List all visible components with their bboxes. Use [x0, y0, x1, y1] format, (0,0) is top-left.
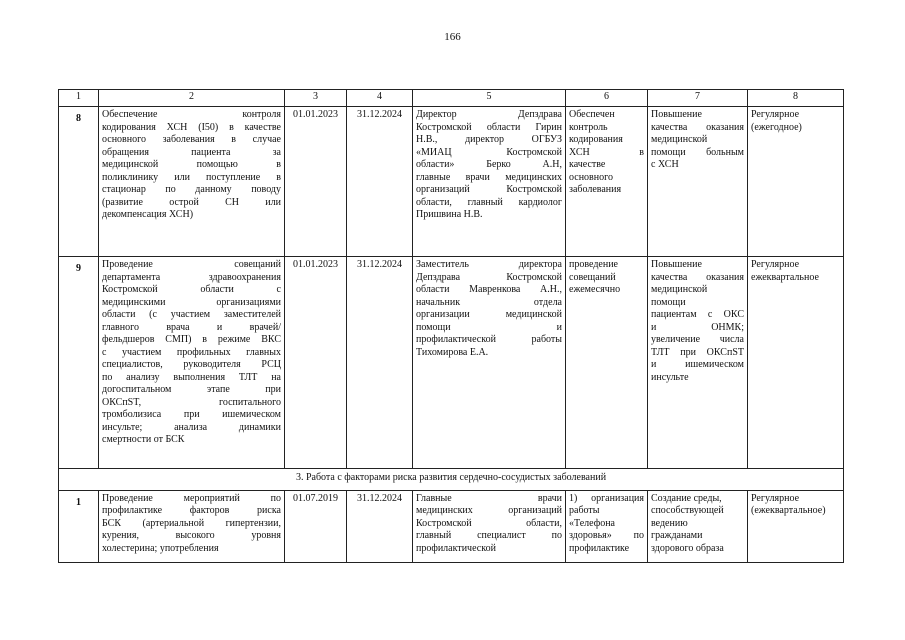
frequency-cell — [748, 257, 844, 469]
cell-line: Регулярное — [751, 492, 800, 504]
cell-line: и ишемическом — [651, 359, 744, 370]
activity-cell — [99, 257, 285, 469]
cell-line: Повышение — [651, 109, 702, 120]
column-header: 6 — [566, 90, 648, 107]
cell-line: холестерина; употребления — [102, 542, 219, 554]
cell-line: Костромской области, — [416, 517, 562, 529]
cell-line: контроль — [569, 121, 608, 133]
row-number: 1 — [59, 490, 99, 562]
cell-line: проведение — [569, 259, 618, 270]
cell-line: фельдшеров СМП) в режиме ВКС — [102, 334, 281, 345]
cell-line: Костромской области с — [102, 284, 281, 295]
cell-line: области (с участием заместителей — [102, 309, 281, 320]
table-row — [59, 490, 844, 562]
frequency-cell — [748, 490, 844, 562]
cell-line: кодирования — [569, 134, 623, 145]
cell-line: Главные врачи — [416, 492, 562, 504]
cell-line: инсульте; анализа динамики — [102, 421, 281, 433]
result-cell — [648, 257, 748, 469]
cell-line: Регулярное — [751, 259, 800, 270]
cell-line: (ежеквартальное) — [751, 505, 826, 516]
cell-line: Создание среды, — [651, 492, 722, 504]
cell-line: Обеспечен — [569, 109, 615, 120]
cell-line: профилактике — [569, 542, 630, 554]
cell-line: и ОНМК; — [651, 321, 744, 333]
row-number: 8 — [59, 107, 99, 257]
start-date: 01.01.2023 — [285, 257, 347, 469]
cell-line: смертности от БСК — [102, 434, 185, 445]
cell-line: главные врачи медицинских — [416, 171, 562, 183]
column-header: 4 — [347, 90, 413, 107]
cell-line: медицинской — [651, 134, 708, 145]
cell-line: совещаний — [569, 271, 616, 283]
cell-line: ТЛТ при ОКСпST — [651, 346, 744, 358]
cell-line: главного врача и врачей/ — [102, 321, 281, 333]
cell-line: с ХСН — [651, 159, 679, 170]
responsible-cell — [413, 107, 566, 257]
cell-line: профилактике факторов риска — [102, 505, 281, 516]
cell-line: (ежегодное) — [751, 121, 802, 133]
column-header: 5 — [413, 90, 566, 107]
end-date: 31.12.2024 — [347, 107, 413, 257]
cell-line: (развитие острой СН или — [102, 196, 281, 208]
start-date: 01.07.2019 — [285, 490, 347, 562]
cell-line: Костромской области Гирин — [416, 121, 562, 133]
cell-line: БСК (артериальной гипертензии, — [102, 517, 281, 529]
cell-line: инсульте — [651, 371, 689, 383]
responsible-cell — [413, 257, 566, 469]
cell-line: заболевания — [569, 184, 622, 195]
column-header: 1 — [59, 90, 99, 107]
cell-line: профилактической — [416, 542, 496, 554]
cell-line: поликлинику или поступление в — [102, 171, 281, 183]
cell-line: способствующей — [651, 505, 724, 516]
cell-line: ХСН в — [569, 146, 644, 158]
cell-line: Пришвина Н.В. — [416, 209, 483, 220]
cell-line: здорового образа — [651, 542, 724, 554]
cell-line: пациентам с ОКС — [651, 309, 744, 320]
indicator-cell — [566, 490, 648, 562]
indicator-cell — [566, 107, 648, 257]
cell-line: кодирования ХСН (I50) в качестве — [102, 121, 281, 133]
cell-line: области, главный кардиолог — [416, 196, 562, 208]
cell-line: медицинскими организациями — [102, 296, 281, 308]
cell-line: специалистов, руководителя РСЦ — [102, 359, 281, 370]
cell-line: помощи и — [416, 321, 562, 333]
cell-line: увеличение числа — [651, 334, 744, 345]
section-title: 3. Работа с факторами риска развития сердечно-сосудистых заболеваний — [59, 469, 844, 491]
result-cell — [648, 490, 748, 562]
cell-line: профилактической работы — [416, 334, 562, 345]
table-row — [59, 257, 844, 469]
cell-line: качестве — [569, 159, 606, 170]
cell-line: Регулярное — [751, 109, 800, 120]
result-cell — [648, 107, 748, 257]
cell-line: ежеквартальное — [751, 271, 819, 283]
cell-line: 1) организация — [569, 492, 644, 504]
cell-line: Н.В., директор ОГБУЗ — [416, 134, 562, 145]
cell-line: медицинских организаций — [416, 505, 562, 516]
indicator-cell — [566, 257, 648, 469]
column-header: 2 — [99, 90, 285, 107]
start-date: 01.01.2023 — [285, 107, 347, 257]
cell-line: главный специалист по — [416, 530, 562, 541]
table-row — [59, 107, 844, 257]
cell-line: медицинской помощью в — [102, 159, 281, 170]
cell-line: курения, высокого уровня — [102, 530, 281, 541]
cell-line: Обеспечение контроля — [102, 109, 281, 120]
cell-line: качества оказания — [651, 121, 744, 133]
cell-line: Тихомирова Е.А. — [416, 346, 489, 358]
cell-line: Проведение мероприятий по — [102, 492, 281, 504]
cell-line: «МИАЦ Костромской — [416, 146, 562, 158]
measures-table — [58, 89, 844, 563]
cell-line: тромболизиса при ишемическом — [102, 409, 281, 420]
cell-line: работы — [569, 505, 600, 516]
column-header: 3 — [285, 90, 347, 107]
cell-line: Проведение совещаний — [102, 259, 281, 270]
cell-line: по анализу выполнения ТЛТ на — [102, 371, 281, 383]
cell-line: с участием профильных главных — [102, 346, 281, 358]
cell-line: помощи — [651, 296, 686, 308]
cell-line: медицинской — [651, 284, 708, 295]
activity-cell — [99, 107, 285, 257]
activity-cell — [99, 490, 285, 562]
cell-line: Директор Депздрава — [416, 109, 562, 120]
cell-line: Заместитель директора — [416, 259, 562, 270]
cell-line: качества оказания — [651, 271, 744, 283]
column-header-row — [59, 90, 844, 107]
cell-line: департамента здравоохранения — [102, 271, 281, 283]
section-header-row — [59, 469, 844, 491]
cell-line: ОКСпST, госпитального — [102, 396, 281, 408]
cell-line: стационар по данному поводу — [102, 184, 281, 195]
cell-line: Депздрава Костромской — [416, 271, 562, 283]
end-date: 31.12.2024 — [347, 257, 413, 469]
cell-line: гражданами — [651, 530, 703, 541]
cell-line: начальник отдела — [416, 296, 562, 308]
cell-line: здоровья» по — [569, 530, 644, 541]
cell-line: Повышение — [651, 259, 702, 270]
cell-line: догоспитальном этапе при — [102, 384, 281, 395]
column-header: 7 — [648, 90, 748, 107]
cell-line: организаций Костромской — [416, 184, 562, 195]
page-number: 166 — [444, 31, 461, 43]
column-header: 8 — [748, 90, 844, 107]
cell-line: «Телефона — [569, 517, 615, 529]
cell-line: области» Берко А.Н, — [416, 159, 562, 170]
cell-line: организации медицинской — [416, 309, 562, 320]
cell-line: основного — [569, 171, 613, 183]
cell-line: ежемесячно — [569, 284, 621, 295]
cell-line: основного заболевания в случае — [102, 134, 281, 145]
cell-line: ведению — [651, 517, 688, 529]
cell-line: области Мавренкова А.Н., — [416, 284, 562, 295]
cell-line: помощи больным — [651, 146, 744, 158]
responsible-cell — [413, 490, 566, 562]
cell-line: декомпенсация ХСН) — [102, 209, 194, 220]
frequency-cell — [748, 107, 844, 257]
row-number: 9 — [59, 257, 99, 469]
end-date: 31.12.2024 — [347, 490, 413, 562]
cell-line: обращения пациента за — [102, 146, 281, 158]
